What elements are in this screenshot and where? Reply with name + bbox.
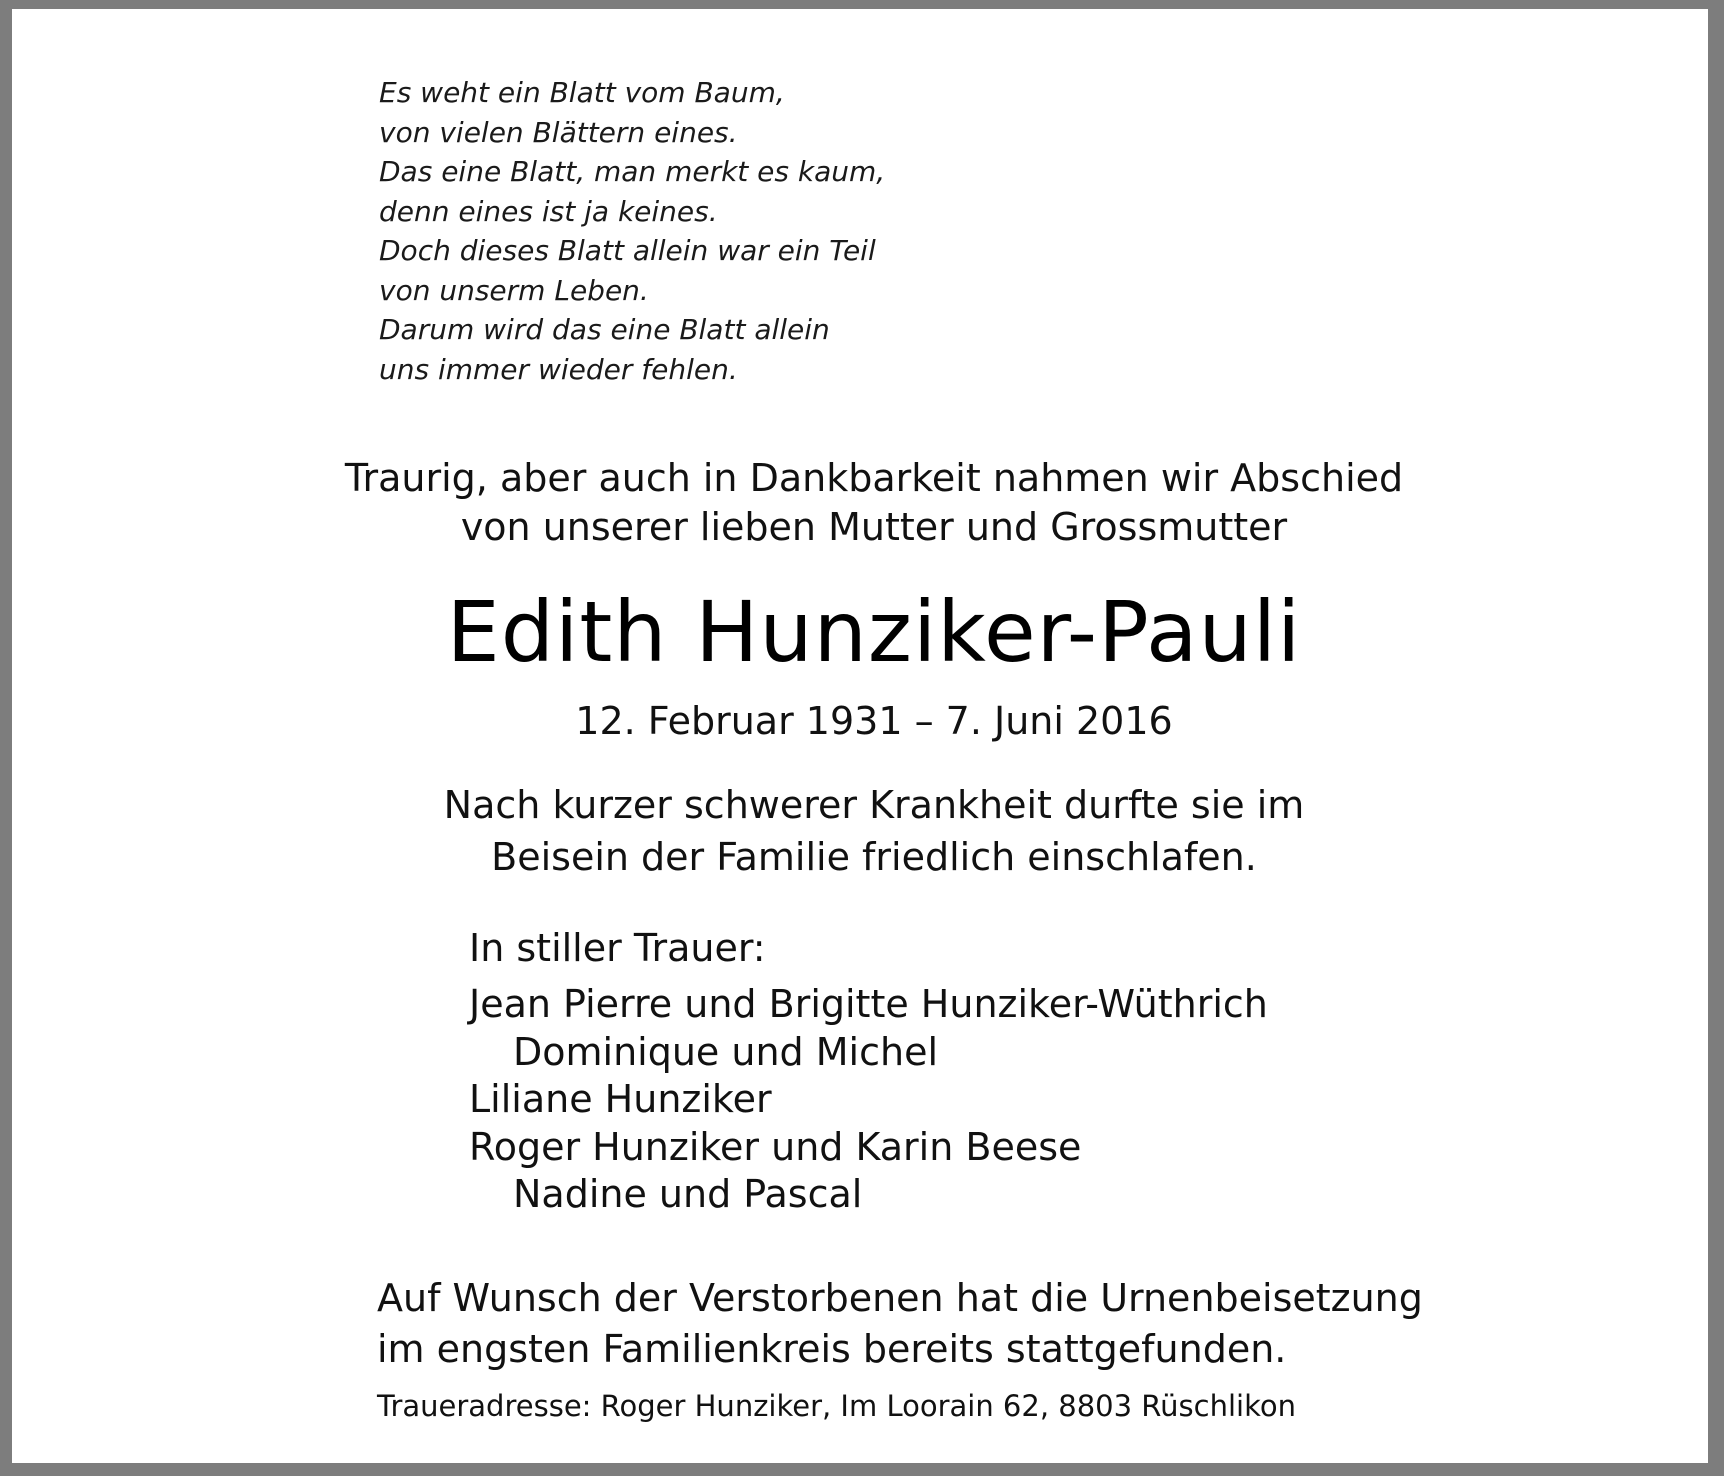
intro-line: Traurig, aber auch in Dankbarkeit nahmen wir Abschied: [344, 456, 1404, 500]
intro-text: [12, 454, 1724, 552]
poem-line: Es weht ein Blatt vom Baum,: [379, 76, 785, 109]
poem-line: von unserm Leben.: [379, 273, 649, 307]
deceased-name: Edith Hunziker-Pauli: [446, 583, 1302, 681]
message-line: Nach kurzer schwerer Krankheit durfte sie im: [443, 783, 1305, 827]
mourner-name: Jean Pierre und Brigitte Hunziker-Wüthrich: [469, 982, 1268, 1026]
mourners-list: [469, 981, 1268, 1219]
burial-note: [377, 1273, 1423, 1375]
poem: [379, 73, 885, 389]
burial-line: Auf Wunsch der Verstorbenen hat die Urnenbeisetzung: [377, 1276, 1423, 1320]
mourner-name: Dominique und Michel: [513, 1029, 939, 1074]
mourners-heading: In stiller Trauer:: [469, 926, 766, 970]
burial-line: im engsten Familienkreis bereits stattgefunden.: [377, 1327, 1287, 1371]
mourner-name: Liliane Hunziker: [469, 1077, 772, 1121]
life-dates: 12. Februar 1931 – 7. Juni 2016: [575, 699, 1173, 743]
poem-line: Darum wird das eine Blatt allein: [379, 313, 830, 346]
mourning-address: Traueradresse: Roger Hunziker, Im Loorain 62, 8803 Rüschlikon: [377, 1389, 1296, 1423]
poem-line: Doch dieses Blatt allein war ein Teil: [379, 234, 876, 267]
message-line: Beisein der Familie friedlich einschlafen.: [491, 835, 1257, 879]
mourner-name: Roger Hunziker und Karin Beese: [469, 1124, 1082, 1169]
mourner-name: Nadine und Pascal: [513, 1172, 863, 1216]
poem-line: uns immer wieder fehlen.: [379, 352, 738, 386]
passing-message: [12, 779, 1724, 883]
poem-line: Das eine Blatt, man merkt es kaum,: [379, 155, 886, 188]
intro-line: von unserer lieben Mutter und Grossmutter: [460, 505, 1288, 549]
poem-line: denn eines ist ja keines.: [379, 194, 718, 228]
poem-line: von vielen Blättern eines.: [379, 115, 738, 149]
